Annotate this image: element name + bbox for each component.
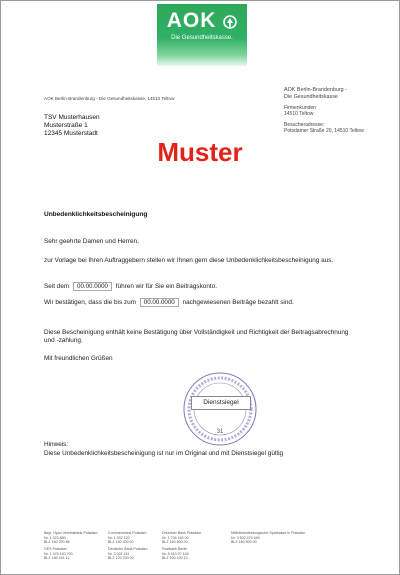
subject-line: Unbedenklichkeitsbescheinigung [44,211,148,218]
logo-word: AOK [166,9,217,32]
recipient-street: Musterstraße 1 [44,122,88,129]
paragraph-3: Wir bestätigen, dass die bis zum 00.00.0000 nachgewiesenen Beiträge bezahlt sind. [44,299,294,306]
document-page: AOK Die Gesundheitskasse. AOK Berlin-Brandenburg - Die Gesundheitskasse, 14510 Teltow AOK Berlin-Brandenburg - Die Gesundheitskasse Firmenkunden 14510 Teltow Besucheradresse: Potsdamer Straße 20, 14510 Teltow TSV Musterhausen Musterstraße 1 12345 Musterstadt Muster Unbedenklichkeitsbescheinigung Sehr geehrte Damen und Herren, zur Vorlage bei Ihren Auftraggebern stellen wir Ihnen gern diese Unbedenklichkeitsbescheinigung aus. Seit dem 00.00.0000 führen wir für Sie ein Beitragskonto. Wir bestätigen, dass die bis zum 00.00.0000 nachgewiesenen Beiträge bezahlt sind. Diese Bescheinigung enthält keine Bestätigung über Vollständigkeit und Richtigkeit der Beitragsabrechnung und -zahlung. Mit freundlichen Grüßen 31 Dienstsiegel Hinweis: Diese Unbedenklichkeitsbescheinigung ist nur im Original und mit Dienstsiegel gültig Bayr. Hypo Vereinsbank Potsdam Nr. 1 023 880 BLZ 160 200 86 Commerzbank Potsdam Nr. 1 032 120 BLZ 160 400 00 Dresdner Bank Potsdam Nr. 1 704 440 00 BLZ 160 800 00 Mittelbrandenburgische Sparkasse in Potsdam Nr. 3 502 223 640 BLZ 160 500 00 GES Potsdam Nr. 1 476 140 700 BLZ 160 161 11 Deutsche Bank Potsdam Nr. 3 001 411 BLZ 120 700 00 Postbank Berlin Nr. 8 410 07 104 BLZ 100 100 10 [0,0,400,575]
seal-label: Dienstsiegel [191,396,251,410]
recipient-address [44,114,100,138]
tree-icon [223,15,237,31]
sender-line: AOK Berlin-Brandenburg - Die Gesundheitskasse, 14510 Teltow [44,96,175,101]
paragraph-2: Seit dem 00.00.0000 führen wir für Sie ein Beitragskonto. [44,283,218,290]
salutation: Sehr geehrte Damen und Herren, [44,238,139,245]
seal-number: 31 [216,429,224,435]
start-date-field: 00.00.0000 [73,282,112,291]
note-text: Diese Unbedenklichkeitsbescheinigung ist nur im Original und mit Dienstsiegel gültig [44,450,284,457]
paragraph-1: zur Vorlage bei Ihren Auftraggebern stellen wir Ihnen gern diese Unbedenklichkeitsbescheinigung aus. [44,257,334,264]
watermark-muster: Muster [157,137,243,167]
paid-until-date-field: 00.00.0000 [140,298,179,307]
paragraph-4: Diese Bescheinigung enthält keine Bestätigung über Vollständigkeit und Richtigkeit der Beitragsabrechnung und -zahlung. [44,329,349,345]
logo-tagline: Die Gesundheitskasse. [171,35,233,41]
closing: Mit freundlichen Grüßen [44,355,113,362]
recipient-name: TSV Musterhausen [44,114,100,121]
recipient-city: 12345 Musterstadt [44,130,98,137]
note-label: Hinweis: [44,441,69,448]
aok-logo [157,4,247,66]
